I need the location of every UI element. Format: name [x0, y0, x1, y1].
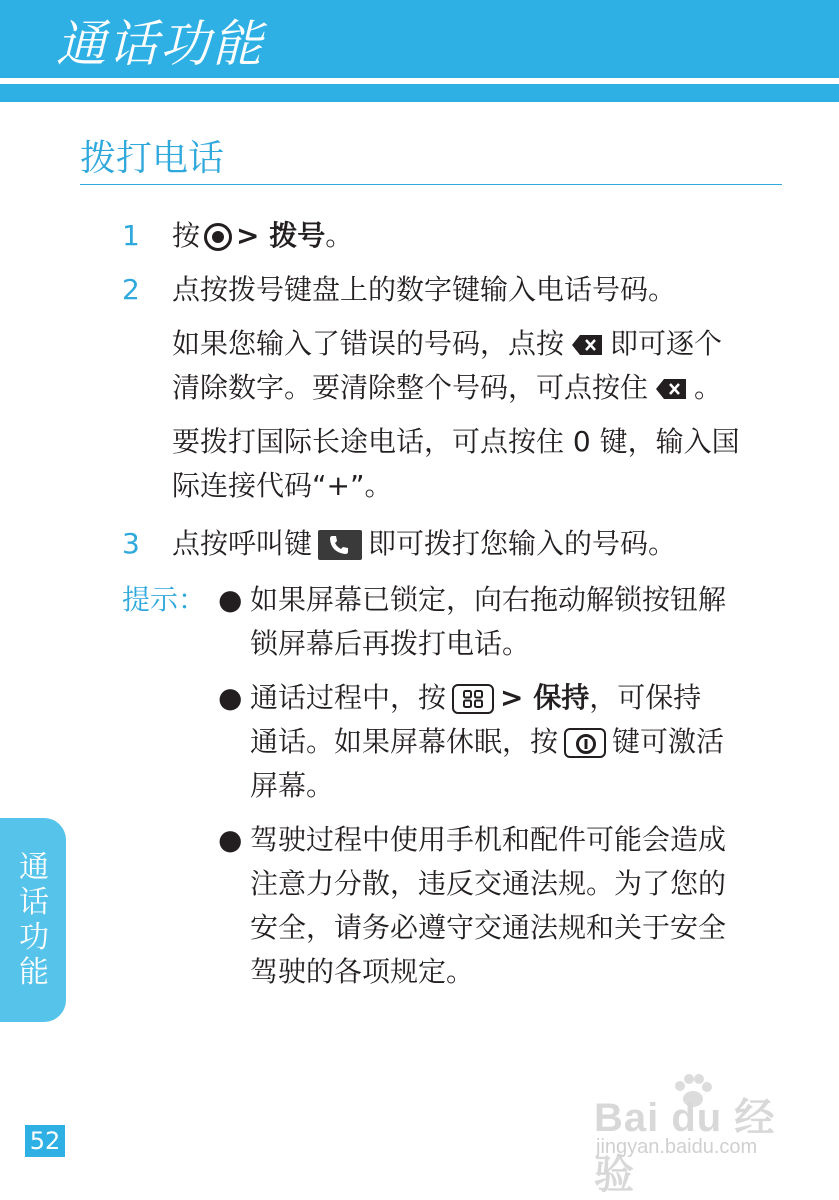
tip-text-line — [250, 676, 784, 720]
header-stripe — [0, 84, 839, 102]
tip-text: 锁屏幕后再拨打电话。 — [250, 627, 531, 660]
tip-text-line — [250, 720, 784, 764]
bullet-icon: ● — [218, 583, 243, 616]
chapter-title: 通话功能 — [56, 15, 264, 73]
tip-text: 通话过程中，按 — [250, 681, 447, 714]
note-text: 清除数字。要清除整个号码，可点按住 — [172, 371, 649, 404]
call-key-icon — [318, 530, 362, 560]
tip-text: 驾驶过程中使用手机和配件可能会造成 — [250, 823, 727, 856]
home-button-icon — [204, 223, 232, 251]
intl-note-line-2: 际连接代码“+”。 — [172, 469, 393, 502]
tip-text: ，可保持 — [589, 681, 702, 714]
bullet-icon: ● — [218, 823, 243, 856]
delete-key-icon — [656, 379, 686, 399]
watermark-url: jingyan.baidu.com — [596, 1136, 758, 1158]
tip-text: 屏幕。 — [250, 769, 335, 802]
section-divider — [80, 184, 782, 185]
side-tab-char: 功 — [19, 920, 49, 955]
note-text: 即可逐个 — [610, 327, 723, 360]
step-number: 3 — [122, 527, 140, 560]
tip-text: 注意力分散，违反交通法规。为了您的 — [250, 867, 727, 900]
side-tab-char: 通 — [19, 850, 49, 885]
chapter-side-tab-label — [14, 850, 54, 990]
step-2 — [122, 268, 782, 312]
step-1 — [122, 214, 782, 258]
tip-text: 键可激活 — [612, 725, 725, 758]
page-number: 52 — [25, 1125, 65, 1157]
tip-text: 驾驶的各项规定。 — [250, 955, 475, 988]
bullet-icon: ● — [218, 681, 243, 714]
tip-text: 安全，请务必遵守交通法规和关于安全 — [250, 911, 727, 944]
watermark-logo: Bai du 经验 — [594, 1096, 776, 1197]
side-tab-char: 能 — [19, 955, 49, 990]
dialer-menu-path: > 拨号 — [236, 219, 326, 252]
delete-key-icon — [572, 335, 602, 355]
tip-1 — [218, 578, 784, 666]
tip-text: 如果屏幕已锁定，向右拖动解锁按钮解 — [250, 583, 727, 616]
note-text: 如果您输入了错误的号码，点按 — [172, 327, 565, 360]
delete-note-line-2 — [172, 366, 784, 410]
tip-text: 通话。如果屏幕休眠，按 — [250, 725, 559, 758]
step-text: 按 — [172, 219, 201, 252]
step-text: 点按呼叫键 — [172, 527, 313, 560]
step-number: 2 — [122, 273, 140, 306]
step-number: 1 — [122, 219, 140, 252]
delete-note-line-1 — [172, 322, 784, 366]
tips-label: 提示： — [122, 583, 207, 616]
baidu-watermark — [594, 1074, 794, 1197]
step-3 — [122, 522, 782, 566]
tip-3 — [218, 818, 784, 994]
note-text: 。 — [694, 371, 723, 404]
side-tab-char: 话 — [19, 885, 49, 920]
step-text-end: 。 — [325, 219, 354, 252]
intl-note-line-1: 要拨打国际长途电话，可点按住 0 键，输入国 — [172, 425, 740, 458]
menu-key-icon — [452, 684, 494, 714]
hold-menu-path: > 保持 — [500, 681, 590, 714]
power-key-icon — [564, 728, 606, 758]
section-title: 拨打电话 — [80, 138, 225, 179]
step-text-end: 即可拨打您输入的号码。 — [368, 527, 677, 560]
step-text: 点按拨号键盘上的数字键输入电话号码。 — [172, 273, 677, 306]
tip-2 — [218, 676, 784, 808]
